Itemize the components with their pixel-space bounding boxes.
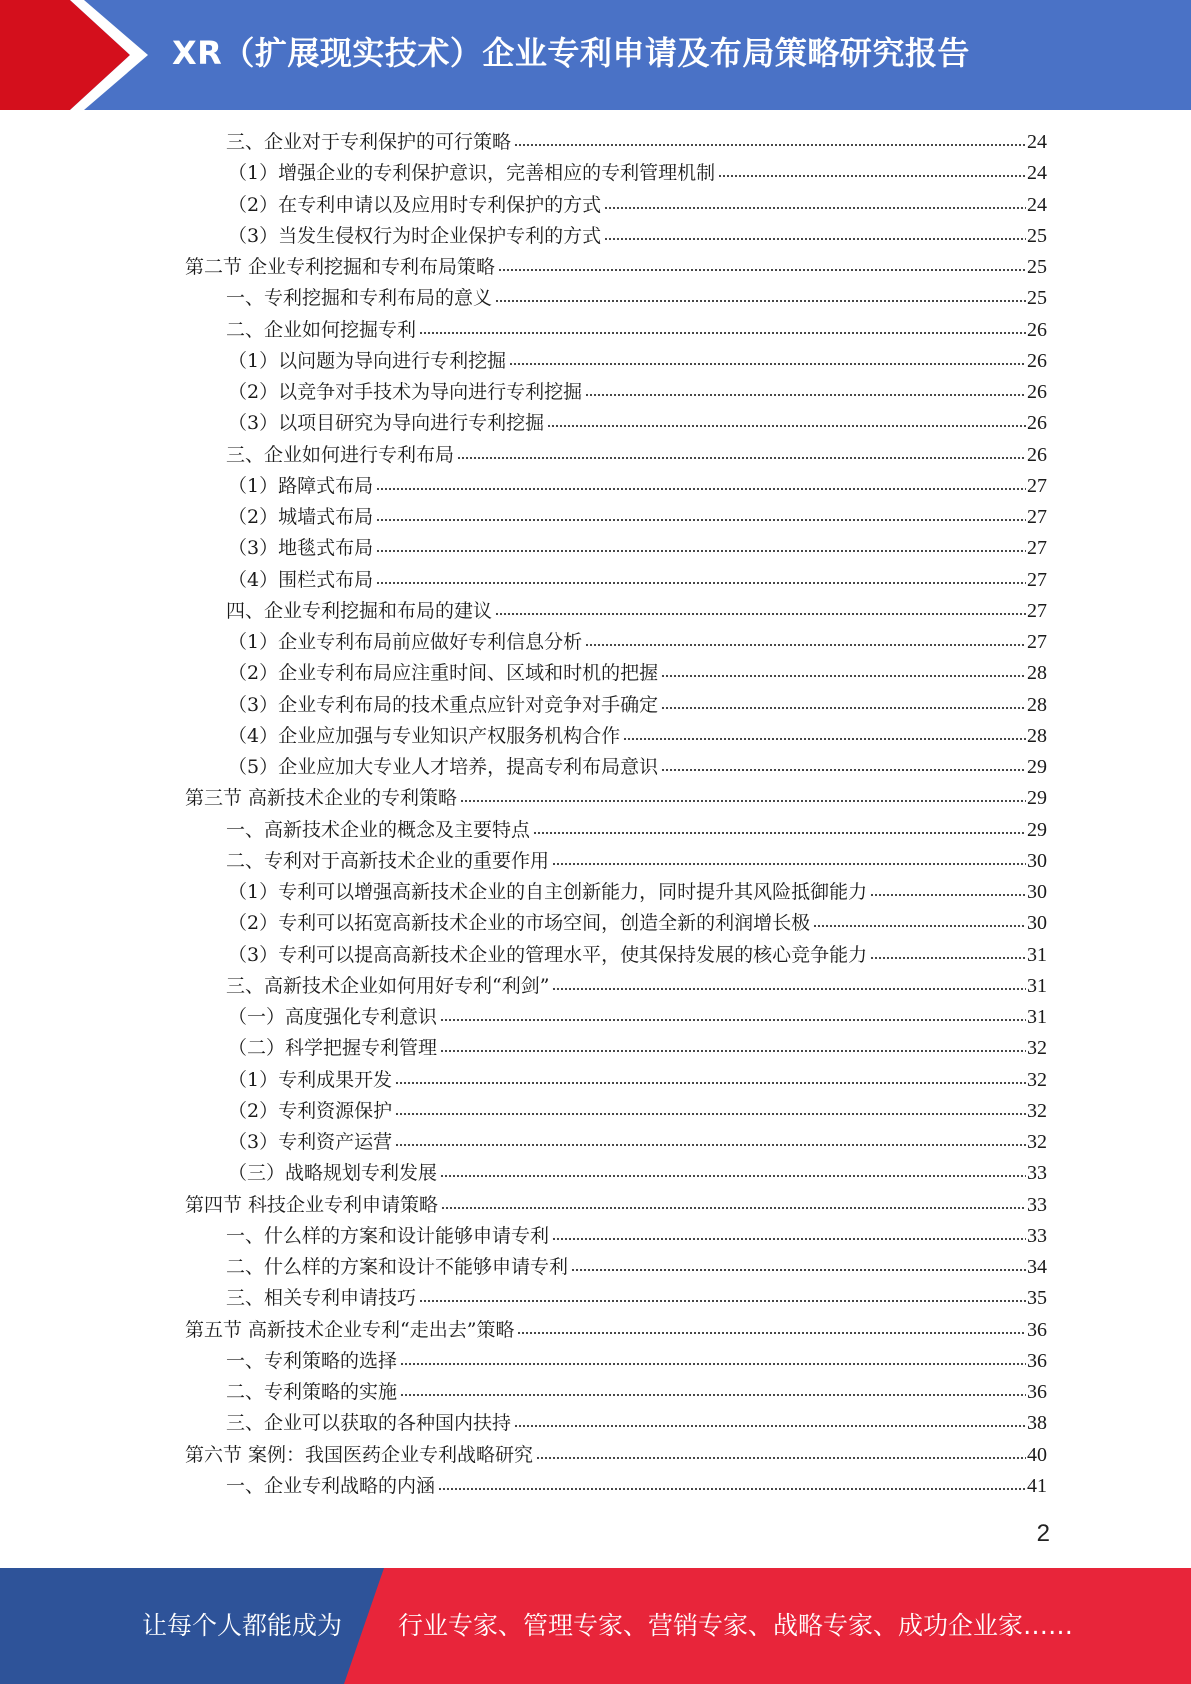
toc-entry-page: 28 (1027, 725, 1047, 747)
toc-entry-page: 27 (1027, 506, 1047, 528)
toc-entry[interactable] (185, 1190, 1047, 1221)
toc-entry-page: 25 (1027, 225, 1047, 247)
toc-entry-page: 26 (1027, 412, 1047, 434)
toc-entry[interactable] (226, 971, 1047, 1002)
toc-dot-leader (552, 860, 1026, 868)
toc-entry-title: 三、企业如何进行专利布局 (226, 444, 455, 466)
toc-dot-leader (400, 1360, 1026, 1368)
toc-entry[interactable] (228, 1158, 1047, 1189)
toc-entry-page: 29 (1027, 787, 1047, 809)
toc-dot-leader (440, 1172, 1026, 1180)
toc-entry[interactable] (226, 1252, 1047, 1283)
toc-entry-title: （2）专利资源保护 (228, 1100, 393, 1122)
toc-entry-page: 27 (1027, 631, 1047, 653)
toc-entry-title: （1）以问题为导向进行专利挖掘 (228, 350, 507, 372)
toc-dot-leader (514, 141, 1026, 149)
toc-entry-title: 第六节 案例：我国医药企业专利战略研究 (185, 1444, 534, 1466)
toc-entry[interactable] (226, 815, 1047, 846)
toc-entry[interactable] (226, 440, 1047, 471)
toc-entry-title: 二、什么样的方案和设计不能够申请专利 (226, 1256, 569, 1278)
toc-dot-leader (440, 1047, 1026, 1055)
toc-entry-page: 29 (1027, 756, 1047, 778)
toc-dot-leader (536, 1454, 1026, 1462)
toc-entry[interactable] (185, 1315, 1047, 1346)
toc-entry-page: 30 (1027, 912, 1047, 934)
toc-entry-title: 一、专利策略的选择 (226, 1350, 398, 1372)
toc-dot-leader (395, 1141, 1026, 1149)
toc-entry-title: （2）在专利申请以及应用时专利保护的方式 (228, 194, 602, 216)
toc-entry-title: （1）专利可以增强高新技术企业的自主创新能力，同时提升其风险抵御能力 (228, 881, 868, 903)
toc-entry[interactable] (228, 221, 1047, 252)
toc-entry-page: 26 (1027, 381, 1047, 403)
toc-entry[interactable] (226, 127, 1047, 158)
toc-dot-leader (552, 1235, 1026, 1243)
toc-entry[interactable] (228, 533, 1047, 564)
toc-entry-page: 32 (1027, 1131, 1047, 1153)
toc-dot-leader (509, 360, 1026, 368)
footer-slogan-right: 行业专家、管理专家、营销专家、战略专家、成功企业家…… (398, 1611, 1074, 1640)
toc-entry-title: 四、企业专利挖掘和布局的建议 (226, 600, 493, 622)
toc-entry-page: 31 (1027, 975, 1047, 997)
toc-entry-title: （5）企业应加大专业人才培养，提高专利布局意识 (228, 756, 659, 778)
toc-entry-page: 26 (1027, 444, 1047, 466)
toc-entry-title: 第五节 高新技术企业专利“走出去”策略 (185, 1319, 515, 1341)
toc-entry[interactable] (228, 690, 1047, 721)
toc-dot-leader (495, 297, 1026, 305)
toc-entry-title: 一、专利挖掘和专利布局的意义 (226, 287, 493, 309)
toc-entry-page: 24 (1027, 194, 1047, 216)
toc-entry-page: 27 (1027, 569, 1047, 591)
toc-entry-title: （一）高度强化专利意识 (228, 1006, 438, 1028)
toc-dot-leader (585, 391, 1026, 399)
toc-entry-page: 27 (1027, 600, 1047, 622)
toc-dot-leader (533, 829, 1026, 837)
toc-dot-leader (395, 1079, 1026, 1087)
toc-dot-leader (419, 1297, 1026, 1305)
toc-entry-page: 35 (1027, 1287, 1047, 1309)
toc-entry[interactable] (226, 1346, 1047, 1377)
toc-dot-leader (395, 1110, 1026, 1118)
toc-entry-title: 第三节 高新技术企业的专利策略 (185, 787, 458, 809)
toc-entry[interactable] (185, 1440, 1047, 1471)
toc-dot-leader (661, 672, 1026, 680)
toc-entry[interactable] (228, 1065, 1047, 1096)
toc-dot-leader (419, 329, 1026, 337)
toc-entry-page: 27 (1027, 537, 1047, 559)
toc-entry-title: （1）路障式布局 (228, 475, 374, 497)
toc-entry-page: 32 (1027, 1100, 1047, 1122)
toc-entry[interactable] (228, 190, 1047, 221)
toc-entry[interactable] (226, 1471, 1047, 1502)
toc-entry-page: 28 (1027, 694, 1047, 716)
toc-entry-title: （2）以竞争对手技术为导向进行专利挖掘 (228, 381, 583, 403)
toc-entry-page: 32 (1027, 1037, 1047, 1059)
toc-dot-leader (547, 422, 1026, 430)
toc-entry-title: 二、专利对于高新技术企业的重要作用 (226, 850, 550, 872)
toc-entry[interactable] (185, 252, 1047, 283)
page-number: 2 (1036, 1520, 1050, 1547)
toc-dot-leader (661, 766, 1026, 774)
toc-entry[interactable] (228, 627, 1047, 658)
toc-dot-leader (440, 1016, 1026, 1024)
header-red-chevron (0, 0, 160, 110)
toc-entry-title: （3）当发生侵权行为时企业保护专利的方式 (228, 225, 602, 247)
toc-entry[interactable] (226, 283, 1047, 314)
toc-entry-title: （2）城墙式布局 (228, 506, 374, 528)
toc-entry-title: （3）企业专利布局的技术重点应针对竞争对手确定 (228, 694, 659, 716)
toc-dot-leader (571, 1266, 1026, 1274)
toc-entry[interactable] (228, 346, 1047, 377)
toc-dot-leader (376, 485, 1026, 493)
toc-entry-page: 29 (1027, 819, 1047, 841)
toc-entry-title: 三、企业可以获取的各种国内扶持 (226, 1412, 512, 1434)
toc-dot-leader (585, 641, 1026, 649)
toc-entry-page: 33 (1027, 1194, 1047, 1216)
toc-entry-page: 24 (1027, 162, 1047, 184)
toc-entry-page: 34 (1027, 1256, 1047, 1278)
toc-entry[interactable] (228, 721, 1047, 752)
toc-entry-title: （2）企业专利布局应注重时间、区域和时机的把握 (228, 662, 659, 684)
toc-entry[interactable] (228, 940, 1047, 971)
toc-entry-page: 27 (1027, 475, 1047, 497)
toc-entry[interactable] (228, 502, 1047, 533)
page-header (0, 0, 1191, 110)
toc-entry-title: 一、什么样的方案和设计能够申请专利 (226, 1225, 550, 1247)
toc-entry-page: 30 (1027, 850, 1047, 872)
toc-entry-page: 26 (1027, 350, 1047, 372)
toc-entry[interactable] (228, 565, 1047, 596)
toc-entry[interactable] (226, 315, 1047, 346)
toc-entry-page: 33 (1027, 1225, 1047, 1247)
toc-entry-page: 26 (1027, 319, 1047, 341)
toc-entry[interactable] (228, 408, 1047, 439)
toc-entry[interactable] (185, 783, 1047, 814)
toc-entry-page: 36 (1027, 1319, 1047, 1341)
toc-entry[interactable] (226, 1283, 1047, 1314)
toc-entry[interactable] (228, 1033, 1047, 1064)
toc-entry-page: 40 (1027, 1444, 1047, 1466)
toc-entry-title: （3）以项目研究为导向进行专利挖掘 (228, 412, 545, 434)
toc-dot-leader (604, 204, 1026, 212)
toc-entry-page: 32 (1027, 1069, 1047, 1091)
toc-entry-page: 36 (1027, 1350, 1047, 1372)
toc-entry-title: （三）战略规划专利发展 (228, 1162, 438, 1184)
toc-entry[interactable] (228, 1127, 1047, 1158)
toc-entry-page: 30 (1027, 881, 1047, 903)
toc-entry[interactable] (226, 1221, 1047, 1252)
toc-dot-leader (460, 797, 1026, 805)
document-title: XR（扩展现实技术）企业专利申请及布局策略研究报告 (172, 34, 970, 72)
toc-entry-page: 24 (1027, 131, 1047, 153)
toc-entry-title: （1）企业专利布局前应做好专利信息分析 (228, 631, 583, 653)
toc-dot-leader (441, 1204, 1026, 1212)
toc-entry-title: （4）企业应加强与专业知识产权服务机构合作 (228, 725, 621, 747)
toc-dot-leader (552, 985, 1026, 993)
toc-entry[interactable] (228, 658, 1047, 689)
toc-entry-page: 41 (1027, 1475, 1047, 1497)
toc-entry-title: （二）科学把握专利管理 (228, 1037, 438, 1059)
toc-entry[interactable] (228, 471, 1047, 502)
toc-entry-title: 一、高新技术企业的概念及主要特点 (226, 819, 531, 841)
toc-entry-page: 31 (1027, 1006, 1047, 1028)
toc-entry-title: 三、相关专利申请技巧 (226, 1287, 417, 1309)
toc-entry-page: 25 (1027, 256, 1047, 278)
toc-dot-leader (376, 579, 1026, 587)
toc-entry-title: 二、企业如何挖掘专利 (226, 319, 417, 341)
toc-dot-leader (376, 547, 1026, 555)
toc-dot-leader (457, 454, 1026, 462)
footer-slogan-left: 让每个人都能成为 (142, 1611, 343, 1640)
toc-entry[interactable] (228, 1002, 1047, 1033)
toc-dot-leader (495, 610, 1026, 618)
toc-entry[interactable] (228, 877, 1047, 908)
toc-entry-title: （4）围栏式布局 (228, 569, 374, 591)
toc-entry[interactable] (226, 1408, 1047, 1439)
toc-entry-title: （3）专利可以提高高新技术企业的管理水平，使其保持发展的核心竞争能力 (228, 944, 868, 966)
toc-entry-title: 二、专利策略的实施 (226, 1381, 398, 1403)
toc-dot-leader (438, 1485, 1026, 1493)
toc-entry-page: 33 (1027, 1162, 1047, 1184)
toc-dot-leader (623, 735, 1026, 743)
toc-entry[interactable] (226, 1377, 1047, 1408)
page-footer (0, 1568, 1191, 1684)
toc-entry[interactable] (228, 752, 1047, 783)
toc-dot-leader (813, 922, 1026, 930)
toc-entry-page: 31 (1027, 944, 1047, 966)
toc-entry-title: （1）增强企业的专利保护意识，完善相应的专利管理机制 (228, 162, 716, 184)
toc-dot-leader (661, 704, 1026, 712)
toc-entry[interactable] (228, 908, 1047, 939)
toc-dot-leader (514, 1422, 1026, 1430)
toc-entry[interactable] (228, 377, 1047, 408)
toc-entry[interactable] (226, 846, 1047, 877)
toc-dot-leader (718, 172, 1026, 180)
toc-entry-title: 第二节 企业专利挖掘和专利布局策略 (185, 256, 496, 278)
toc-dot-leader (517, 1329, 1026, 1337)
toc-dot-leader (870, 954, 1026, 962)
toc-entry[interactable] (226, 596, 1047, 627)
toc-entry-page: 28 (1027, 662, 1047, 684)
toc-entry-title: 第四节 科技企业专利申请策略 (185, 1194, 439, 1216)
toc-entry[interactable] (228, 1096, 1047, 1127)
toc-entry-title: （1）专利成果开发 (228, 1069, 393, 1091)
toc-entry-title: 一、企业专利战略的内涵 (226, 1475, 436, 1497)
toc-dot-leader (498, 266, 1026, 274)
toc-entry-title: （3）专利资产运营 (228, 1131, 393, 1153)
toc-dot-leader (870, 891, 1026, 899)
toc-entry-title: 三、高新技术企业如何用好专利“利剑” (226, 975, 550, 997)
toc-dot-leader (400, 1391, 1026, 1399)
toc-entry-title: 三、企业对于专利保护的可行策略 (226, 131, 512, 153)
toc-entry[interactable] (228, 158, 1047, 189)
toc-entry-title: （2）专利可以拓宽高新技术企业的市场空间，创造全新的利润增长极 (228, 912, 811, 934)
toc-dot-leader (376, 516, 1026, 524)
toc-entry-title: （3）地毯式布局 (228, 537, 374, 559)
toc-entry-page: 25 (1027, 287, 1047, 309)
toc-entry-page: 38 (1027, 1412, 1047, 1434)
toc-entry-page: 36 (1027, 1381, 1047, 1403)
toc-dot-leader (604, 235, 1026, 243)
